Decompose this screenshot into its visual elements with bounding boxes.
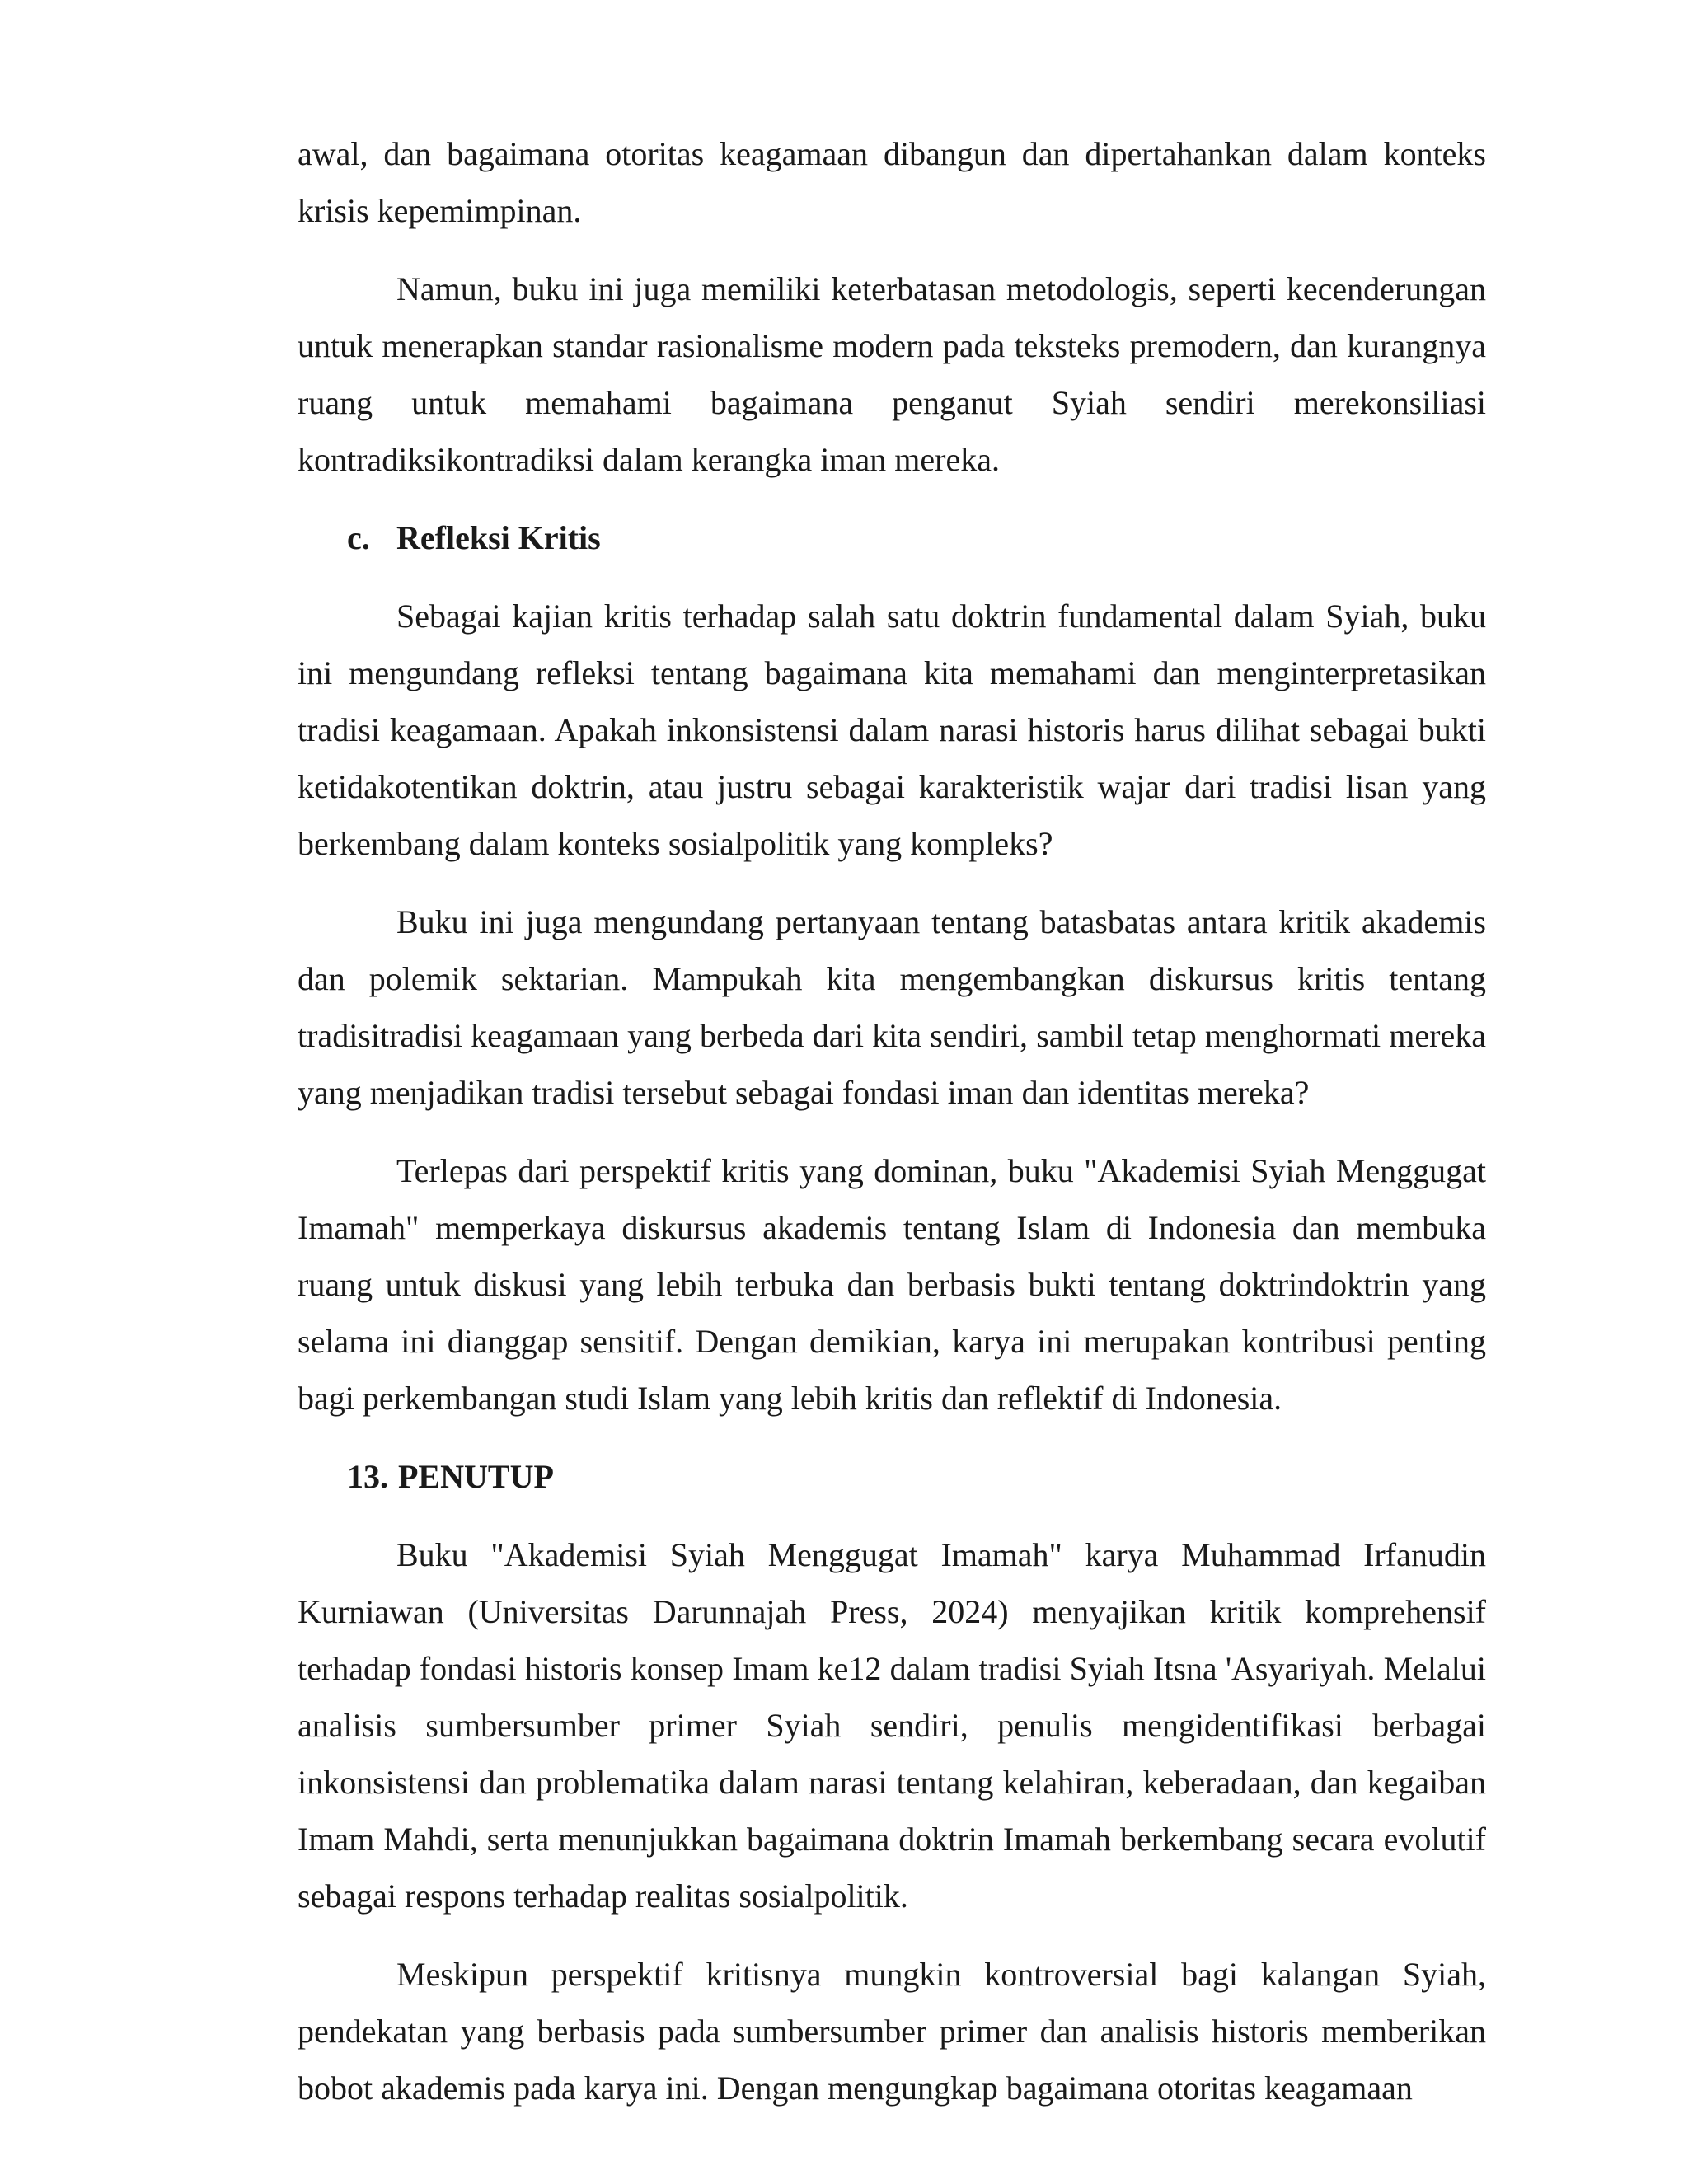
continued-paragraph: awal, dan bagaimana otoritas keagamaan dibangun dan dipertahankan dalam konteks krisis kepemimpinan.	[298, 135, 1486, 229]
page-content	[298, 125, 1486, 2138]
section-title: PENUTUP	[398, 1458, 554, 1495]
reflection-paragraph: Sebagai kajian kritis terhadap salah satu doktrin fundamental dalam Syiah, buku ini mengundang refleksi tentang bagaimana kita memahami dan menginterpretasikan tradisi keagamaan. Apakah inkonsistensi dalam narasi historis harus dilihat sebagai bukti ketidakotentikan doktrin, atau justru sebagai karakteristik wajar dari tradisi lisan yang berkembang dalam konteks sosialpolitik yang kompleks?	[298, 598, 1486, 862]
section-number: 13.	[347, 1458, 388, 1495]
section-title: Refleksi Kritis	[396, 519, 601, 556]
section-number: c.	[347, 519, 370, 556]
section-heading-penutup	[347, 1448, 1486, 1505]
closing-paragraph: Buku "Akademisi Syiah Menggugat Imamah" karya Muhammad Irfanudin Kurniawan (Universitas Darunnajah Press, 2024) menyajikan kritik komprehensif terhadap fondasi historis konsep Imam ke12 dalam tradisi Syiah Itsna 'Asyariyah. Melalui analisis sumbersumber primer Syiah sendiri, penulis mengidentifikasi berbagai inkonsistensi dan problematika dalam narasi tentang kelahiran, keberadaan, dan kegaiban Imam Mahdi, serta menunjukkan bagaimana doktrin Imamah berkembang secara evolutif sebagai respons terhadap realitas sosialpolitik.	[298, 1536, 1486, 1915]
reflection-paragraph: Buku ini juga mengundang pertanyaan tentang batasbatas antara kritik akademis dan polemik sektarian. Mampukah kita mengembangkan diskursus kritis tentang tradisitradisi keagamaan yang berbeda dari kita sendiri, sambil tetap menghormati mereka yang menjadikan tradisi tersebut sebagai fondasi iman dan identitas mereka?	[298, 903, 1486, 1111]
reflection-paragraph: Terlepas dari perspektif kritis yang dominan, buku "Akademisi Syiah Menggugat Imamah" memperkaya diskursus akademis tentang Islam di Indonesia dan membuka ruang untuk diskusi yang lebih terbuka dan berbasis bukti tentang doktrindoktrin yang selama ini dianggap sensitif. Dengan demikian, karya ini merupakan kontribusi penting bagi perkembangan studi Islam yang lebih kritis dan reflektif di Indonesia.	[298, 1152, 1486, 1417]
closing-paragraph: Meskipun perspektif kritisnya mungkin kontroversial bagi kalangan Syiah, pendekatan yang berbasis pada sumbersumber primer dan analisis historis memberikan bobot akademis pada karya ini. Dengan mengungkap bagaimana otoritas keagamaan	[298, 1956, 1486, 2107]
limitation-paragraph: Namun, buku ini juga memiliki keterbatasan metodologis, seperti kecenderungan untuk menerapkan standar rasionalisme modern pada teksteks premodern, dan kurangnya ruang untuk memahami bagaimana penganut Syiah sendiri merekonsiliasi kontradiksikontradiksi dalam kerangka iman mereka.	[298, 270, 1486, 478]
section-heading-refleksi-kritis	[347, 509, 1486, 566]
